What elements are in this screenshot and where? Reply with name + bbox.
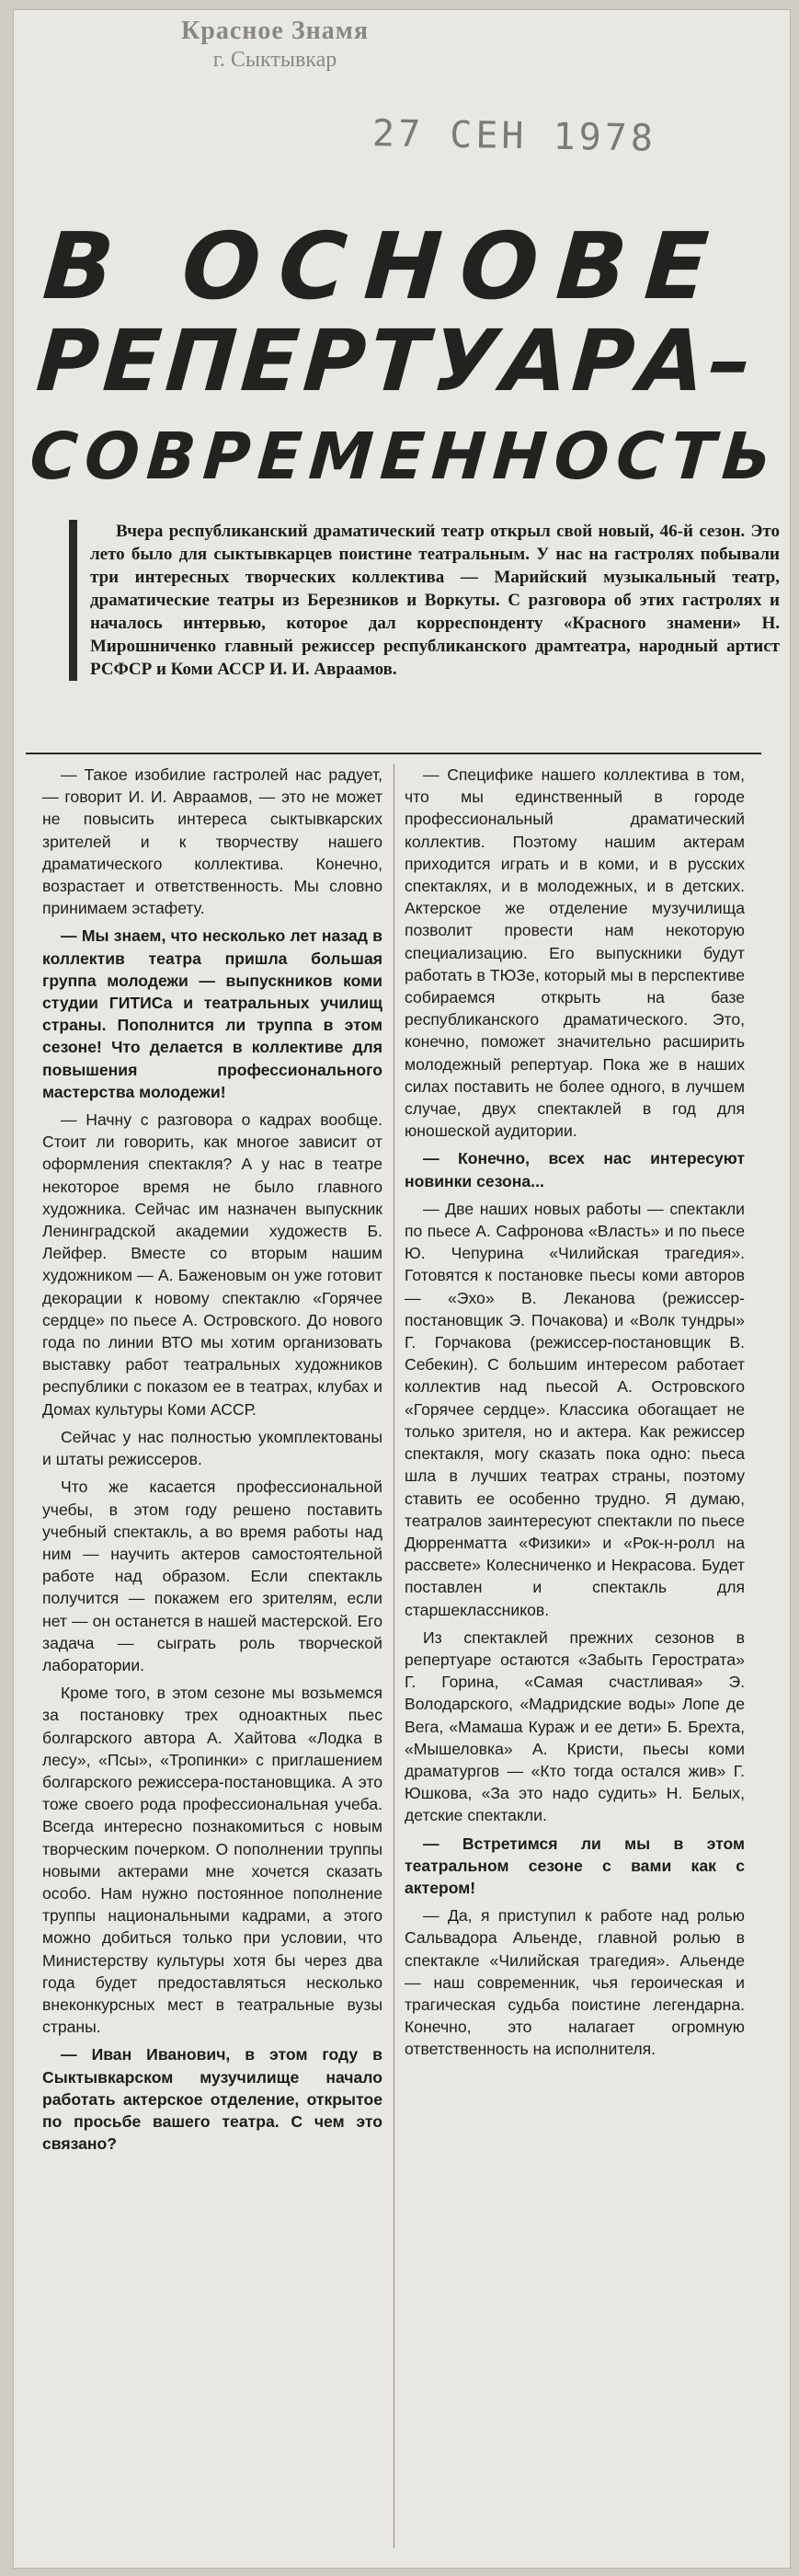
interview-question: — Иван Иванович, в этом году в Сыктывкарском музучилище начало работать актерское отделение, открытое по просьбе вашего театра. С чем это связано? xyxy=(42,2045,382,2154)
interview-question: — Встретимся ли мы в этом театральном сезоне с вами как с актером! xyxy=(405,1834,745,1897)
newspaper-name: Красное Знамя xyxy=(181,17,369,45)
interview-answer: — Две наших новых работы — спектакли по пьесе А. Сафронова «Власть» и по пьесе Ю. Чепурина «Чилийская трагедия». Готовятся к постановке пьесы коми авторов — «Эхо» В. Леканова (режиссер-постановщик Э. Почакова) и «Волк тундры» Г. Горчакова (режиссер-постановщик В. Себекин). С большим интересом работает коллектив над пьесой А. Островского «Горячее сердце». Классика обогащает не только зрителя, но и актера. Как режиссер спектакля, могу сказать пока одно: пьеса шла в лучших театрах страны, поэтому ставить ее особенно трудно. Я думаю, театралов заинтересуют спектакли по пьесе Дюрренматта «Физики» и «Рок-н-ролл на рассвете» Колесниченко и Некрасова. Будет поставлен и спектакль для старшеклассников. xyxy=(405,1199,745,1619)
interview-question: — Конечно, всех нас интересуют новинки сезона... xyxy=(405,1149,745,1190)
lead-divider xyxy=(26,753,761,754)
headline-line-3: СОВРЕМЕННОСТЬ xyxy=(27,419,782,494)
headline-line-1: В ОСНОВЕ xyxy=(40,213,730,320)
article-headline xyxy=(27,213,782,502)
headline-line-2: РЕПЕРТУАРА– xyxy=(33,312,759,410)
interview-question: — Мы знаем, что несколько лет назад в коллектив театра пришла большая группа молодежи — выпускников коми студии ГИТИСа и театральных училищ страны. Пополнится ли труппа в этом сезоне! Что делается в коллективе для повышения профессионального мастерства молодежи! xyxy=(42,926,382,1101)
interview-answer: Из спектаклей прежних сезонов в репертуаре остаются «Забыть Герострата» Г. Горина, «Самая счастливая» Э. Володарского, «Мадридские воды» Лопе де Вега, «Мамаша Кураж и ее дети» Б. Брехта, «Мышеловка» А. Кристи, пьесы коми драматургов — «Кто тогда остался жив» Г. Юшкова, «За это надо судить» Н. Белых, детские спектакли. xyxy=(405,1627,745,1825)
interview-answer: Что же касается профессиональной учебы, в этом году решено поставить учебный спектакль, а во время работы над ним — научить актеров самостоятельной работе над образом. Если спектакль получится — покажем его зрителям, если нет — он останется в нашей мастерской. Его задача — сыграть роль творческой лаборатории. xyxy=(42,1478,382,1674)
masthead xyxy=(123,17,427,73)
left-column xyxy=(42,764,382,2160)
article-lead: Вчера республиканский драматический театр открыл свой новый, 46-й сезон. Это лето было для сыктывкарцев поистине театральным. У нас на гастролях побывали три интересных творческих коллектива — Марийский музыкальный театр, драматические театры из Березников и Воркуты. С разговора об этих гастролях и началось интервью, которое дал корреспонденту «Красного знамени» Н. Мирошниченко главный режиссер республиканского драмтеатра, народный артист РСФСР и Коми АССР И. И. Авраамов. xyxy=(69,520,780,681)
right-column xyxy=(405,764,745,2066)
interview-answer: — Специфике нашего коллектива в том, что мы единственный в городе профессиональный драматический коллектив. Поэтому нашим актерам приходится играть и в коми, и в русских спектаклях, и в молодежных, и в детских. Актерское же отделение музучилища позволит провести нам некоторую специализацию. Его выпускники будут работать в ТЮЗе, который мы в перспективе собираемся открыть на базе республиканского драматического. Это, конечно, поможет значительно расширить молодежный репертуар. Пока же в наших силах поставить не более одного, в лучшем случае, двух спектаклей в год для юношеской аудитории. xyxy=(405,765,745,1141)
interview-answer: Сейчас у нас полностью укомплектованы и штаты режиссеров. xyxy=(42,1427,382,1469)
interview-answer: — Да, я приступил к работе над ролью Сальвадора Альенде, главной ролью в спектакле «Чилийская трагедия». Альенде — наш современник, чья героическая и трагическая судьба поистине легендарна. Конечно, это налагает огромную ответственность на исполнителя. xyxy=(405,1906,745,2059)
interview-answer: Кроме того, в этом сезоне мы возьмемся за постановку трех одноактных пьес болгарского автора А. Хайтова «Лодка в лесу», «Псы», «Тропинки» с приглашением болгарского режиссера-постановщика. А это тоже своего рода профессиональная учеба. Всегда интересно познакомиться с новым творческим почерком. О пополнении труппы новыми актерами мне хочется сказать особо. Нам нужно постоянное пополнение труппы национальными кадрами, а этого можно добиться только при условии, что Министерству культуры хотя бы через два года будет предоставляться несколько внеконкурсных мест в театральные вузы страны. xyxy=(42,1684,382,2037)
interview-answer: — Начну с разговора о кадрах вообще. Стоит ли говорить, как многое зависит от оформления спектакля? А у нас в театре некоторое время не было главного художника. Сейчас им назначен выпускник Ленинградской академии художеств Б. Лейфер. Вместе со вторым нашим художником — А. Баженовым он уже готовит декорации к новому спектаклю «Горячее сердце» по пьесе А. Островского. До нового года по линии ВТО мы хотим организовать выставку работ театральных художников республики с показом ее в театрах, клубах и Домах культуры Коми АССР. xyxy=(42,1110,382,1419)
date-stamp: 27 СЕН 1978 xyxy=(371,112,657,160)
interview-answer: — Такое изобилие гастролей нас радует, — говорит И. И. Авраамов, — это не может не повысить интереса сыктывкарских зрителей и к творчеству нашего драматического коллектива. Конечно, возрастает и ответственность. Мы словно принимаем эстафету. xyxy=(42,765,382,918)
newspaper-city: г. Сыктывкар xyxy=(212,48,337,72)
